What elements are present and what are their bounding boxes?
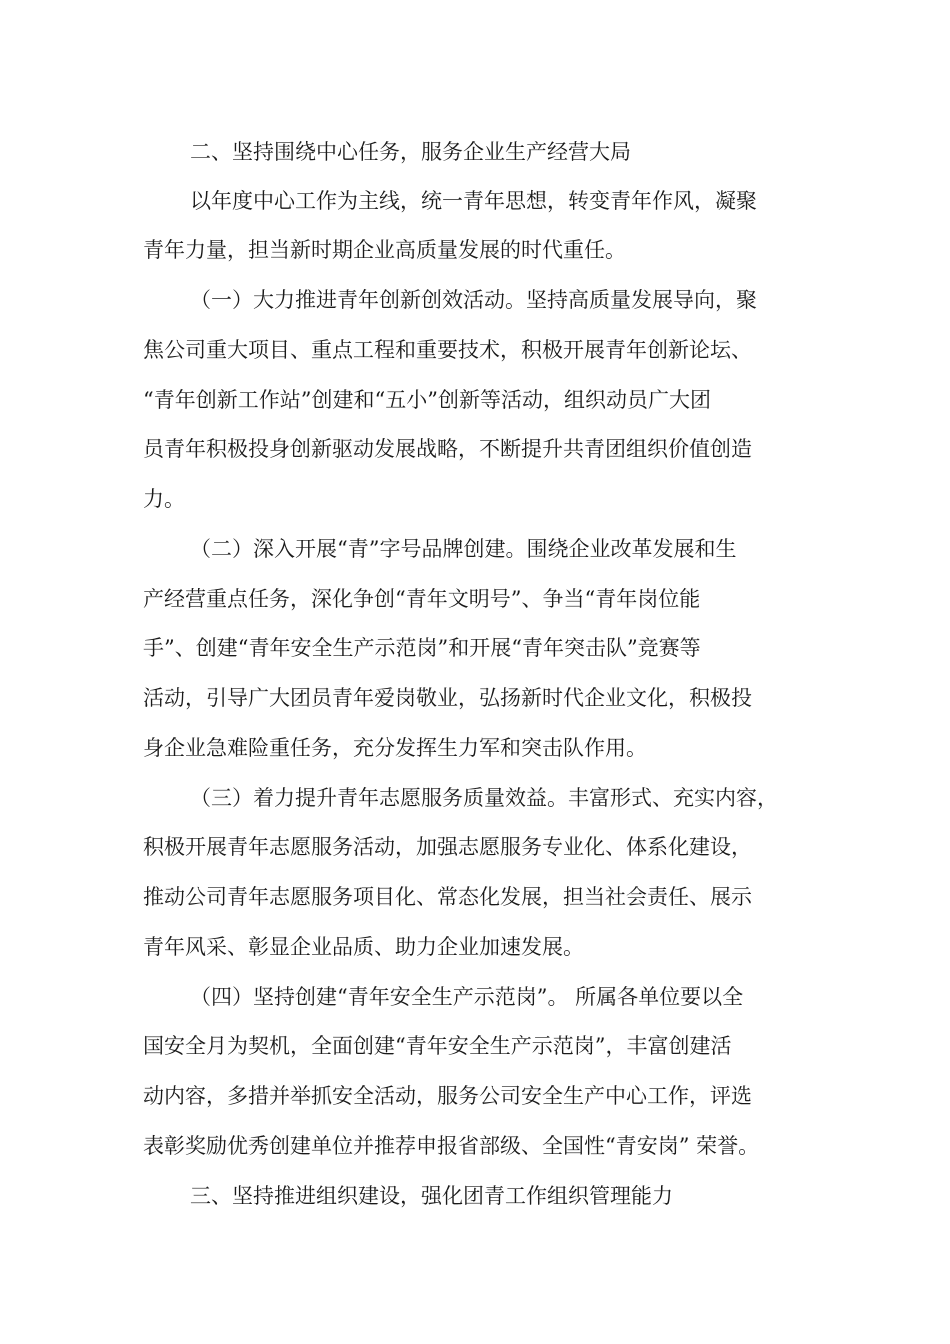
paragraph-line: （一）大力推进青年创新创效活动。坚持高质量发展导向，聚 [190,288,757,312]
paragraph-line: 国安全月为契机，全面创建“青年安全生产示范岗”，丰富创建活 [143,1034,732,1058]
paragraph-line: 手”、创建“青年安全生产示范岗”和开展“青年突击队”竞赛等 [143,636,701,660]
paragraph-line: 活动，引导广大团员青年爱岗敬业，弘扬新时代企业文化，积极投 [143,686,752,710]
paragraph-line: 以年度中心工作为主线，统一青年思想，转变青年作风，凝聚 [190,189,757,213]
paragraph-line: （二）深入开展“青”字号品牌创建。围绕企业改革发展和生 [190,537,737,561]
paragraph-line: 积极开展青年志愿服务活动，加强志愿服务专业化、体系化建设， [143,835,752,859]
paragraph-line: 青年力量，担当新时期企业高质量发展的时代重任。 [143,238,626,262]
paragraph-line: 焦公司重大项目、重点工程和重要技术，积极开展青年创新论坛、 [143,338,752,362]
paragraph-line: 表彰奖励优秀创建单位并推荐申报省部级、全国性“青安岗” 荣誉。 [143,1134,760,1158]
section-heading-two: 二、坚持围绕中心任务，服务企业生产经营大局 [190,140,631,164]
paragraph-line: 身企业急难险重任务，充分发挥生力军和突击队作用。 [143,736,647,760]
section-heading-three: 三、坚持推进组织建设，强化团青工作组织管理能力 [190,1184,673,1208]
paragraph-line: （三）着力提升青年志愿服务质量效益。丰富形式、充实内容， [190,786,778,810]
paragraph-line: 产经营重点任务，深化争创“青年文明号”、争当“青年岗位能 [143,587,701,611]
paragraph-line: 青年风采、彰显企业品质、助力企业加速发展。 [143,935,584,959]
paragraph-line: “青年创新工作站”创建和“五小”创新等活动，组织动员广大团 [143,388,711,412]
paragraph-line: （四）坚持创建“青年安全生产示范岗”。 所属各单位要以全 [190,985,744,1009]
paragraph-line: 力。 [143,487,185,511]
paragraph-line: 员青年积极投身创新驱动发展战略，不断提升共青团组织价值创造 [143,437,752,461]
paragraph-line: 推动公司青年志愿服务项目化、常态化发展，担当社会责任、展示 [143,885,752,909]
paragraph-line: 动内容，多措并举抓安全活动，服务公司安全生产中心工作，评选 [143,1084,752,1108]
